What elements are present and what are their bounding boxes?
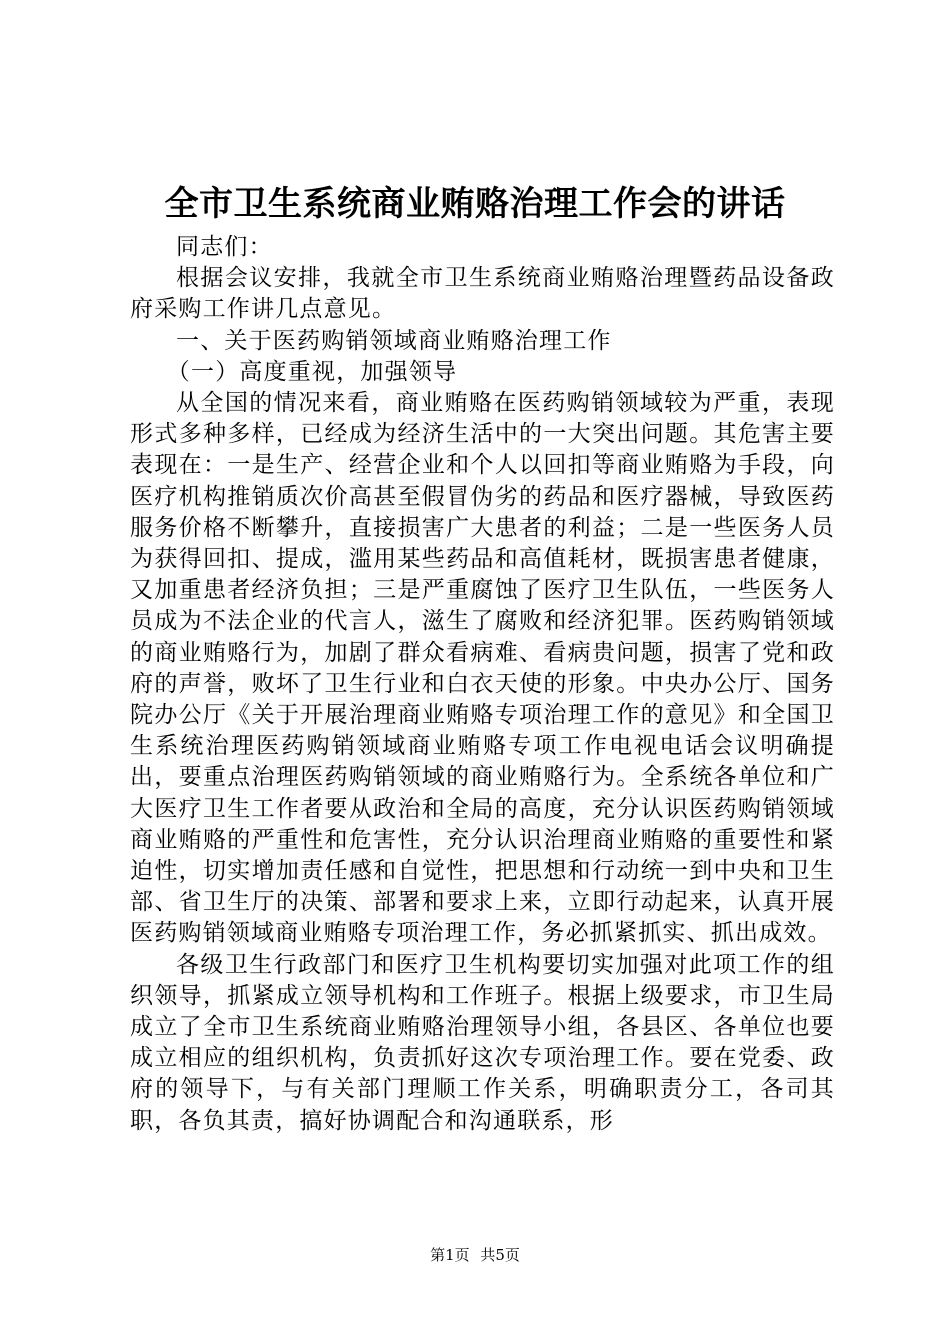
- intro-paragraph: 根据会议安排，我就全市卫生系统商业贿赂治理暨药品设备政府采购工作讲几点意见。: [130, 265, 835, 323]
- body-paragraph: 从全国的情况来看，商业贿赂在医药购销领域较为严重，表现形式多种多样，已经成为经济生活中的一大突出问题。其危害主要表现在：一是生产、经营企业和个人以回扣等商业贿赂为手段，向医疗机构推销质次价高甚至假冒伪劣的药品和医疗器械，导致医药服务价格不断攀升，直接损害广大患者的利益；二是一些医务人员为获得回扣、提成，滥用某些药品和高值耗材，既损害患者健康，又加重患者经济负担；三是严重腐蚀了医疗卫生队伍，一些医务人员成为不法企业的代言人，滋生了腐败和经济犯罪。医药购销领域的商业贿赂行为，加剧了群众看病难、看病贵问题，损害了党和政府的声誉，败坏了卫生行业和白衣天使的形象。中央办公厅、国务院办公厅《关于开展治理商业贿赂专项治理工作的意见》和全国卫生系统治理医药购销领域商业贿赂专项工作电视电话会议明确提出，要重点治理医药购销领域的商业贿赂行为。全系统各单位和广大医疗卫生工作者要从政治和全局的高度，充分认识医药购销领域商业贿赂的严重性和危害性，充分认识治理商业贿赂的重要性和紧迫性，切实增加责任感和自觉性，把思想和行动统一到中央和卫生部、省卫生厅的决策、部署和要求上来，立即行动起来，认真开展医药购销领域商业贿赂专项治理工作，务必抓紧抓实、抓出成效。: [130, 390, 835, 947]
- page-number: 第1页: [430, 1246, 470, 1264]
- page-total: 共5页: [480, 1246, 520, 1264]
- body-paragraph: 各级卫生行政部门和医疗卫生机构要切实加强对此项工作的组织领导，抓紧成立领导机构和工作班子。根据上级要求，市卫生局成立了全市卫生系统商业贿赂治理领导小组，各县区、各单位也要成立相应的组织机构，负责抓好这次专项治理工作。要在党委、政府的领导下，与有关部门理顺工作关系，明确职责分工，各司其职，各负其责，搞好协调配合和沟通联系，形: [130, 951, 835, 1134]
- subsection-heading: （一）高度重视，加强领导: [166, 358, 458, 385]
- page-footer: [0, 1245, 950, 1265]
- salutation: 同志们：: [176, 234, 273, 260]
- document-title: 全市卫生系统商业贿赂治理工作会的讲话: [164, 184, 786, 224]
- document-body: [130, 232, 835, 1137]
- section-heading: 一、关于医药购销领域商业贿赂治理工作: [176, 327, 612, 354]
